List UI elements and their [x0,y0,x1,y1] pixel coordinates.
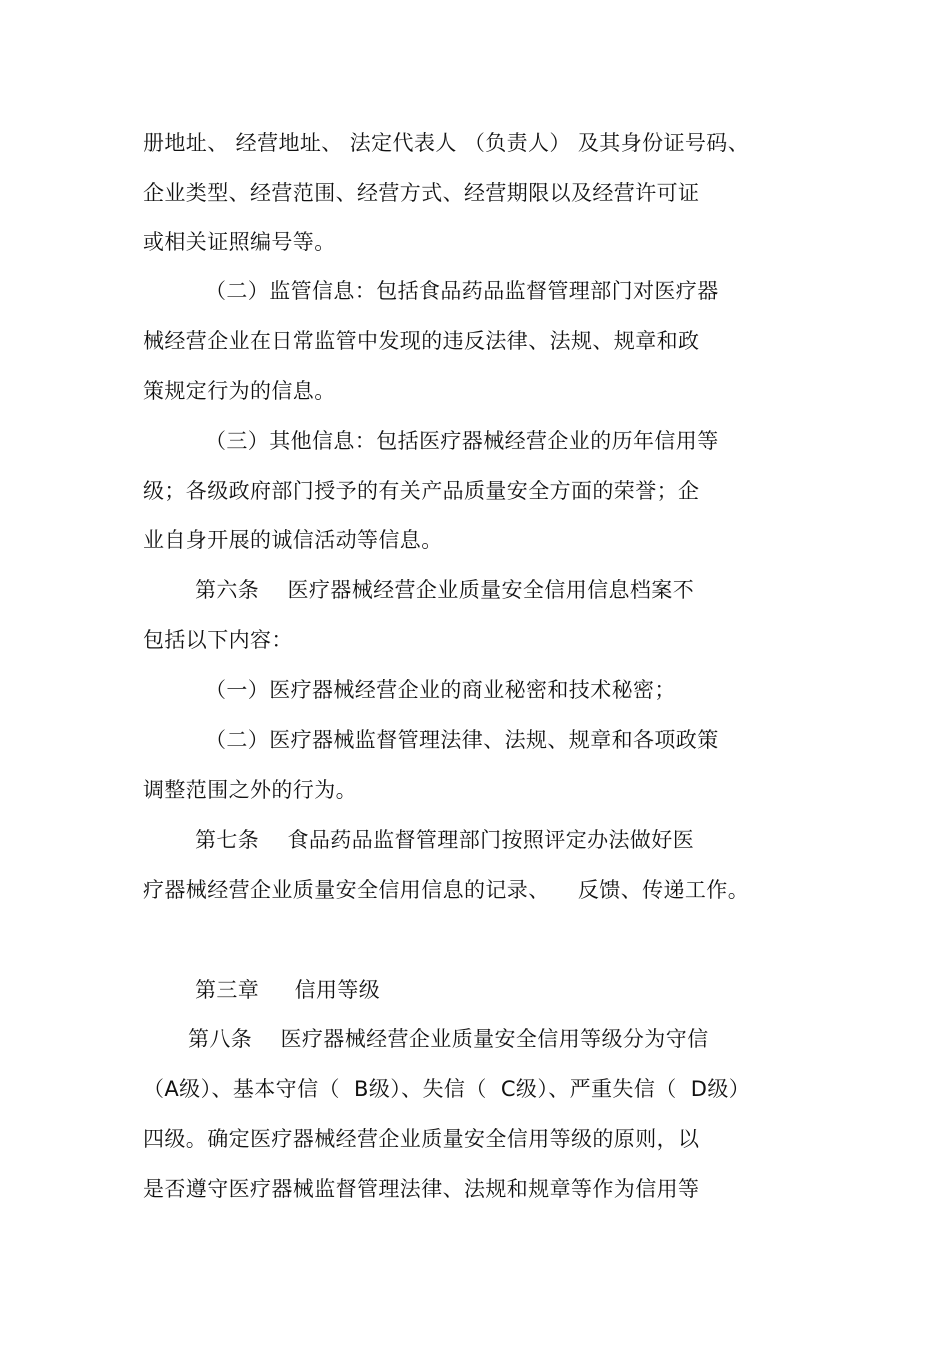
text-line: （二）监管信息：包括食品药品监督管理部门对医疗器 [205,279,719,303]
chapter-heading: 第三章 信用等级 [195,978,381,1002]
text-line: （三）其他信息：包括医疗器械经营企业的历年信用等 [205,429,719,453]
text-line: （一）医疗器械经营企业的商业秘密和技术秘密； [205,678,676,702]
text-line: 册地址、 经营地址、 法定代表人 （负责人） 及其身份证号码、 [143,131,750,155]
text-line: 业自身开展的诚信活动等信息。 [143,528,443,552]
text-line: 策规定行为的信息。 [143,379,336,403]
text-line: 级；各级政府部门授予的有关产品质量安全方面的荣誉；企 [143,479,700,503]
text-line: 调整范围之外的行为。 [143,778,357,802]
article-heading: 第八条 医疗器械经营企业质量安全信用等级分为守信 [188,1027,709,1051]
article-heading: 第七条 食品药品监督管理部门按照评定办法做好医 [195,828,695,852]
text-line: 是否遵守医疗器械监督管理法律、法规和规章等作为信用等 [143,1177,700,1201]
text-line: 企业类型、经营范围、经营方式、经营期限以及经营许可证 [143,181,700,205]
text-line: 疗器械经营企业质量安全信用信息的记录、 反馈、传递工作。 [143,878,750,902]
text-line: 或相关证照编号等。 [143,230,336,254]
text-line: （二）医疗器械监督管理法律、法规、规章和各项政策 [205,728,719,752]
text-line: 械经营企业在日常监管中发现的违反法律、法规、规章和政 [143,329,700,353]
text-line: 四级。确定医疗器械经营企业质量安全信用等级的原则，以 [143,1127,700,1151]
text-line: 包括以下内容： [143,628,293,652]
article-heading: 第六条 医疗器械经营企业质量安全信用信息档案不 [195,578,695,602]
text-line: （A级）、基本守信（ B级）、失信（ C级）、严重失信（ D级） [143,1077,751,1101]
